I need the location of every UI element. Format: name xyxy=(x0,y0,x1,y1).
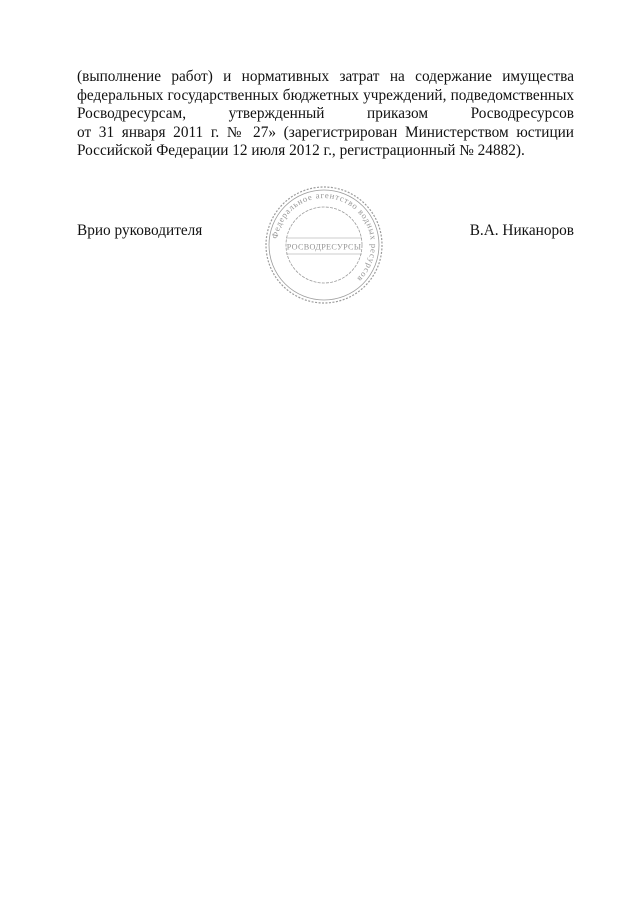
paragraph-line: федеральных государственных бюджетных учреждений, подведомственных xyxy=(77,86,574,104)
paragraph-line: (выполнение работ) и нормативных затрат на содержание имущества xyxy=(77,68,574,85)
paragraph-line: от 31 января 2011 г. № 27» (зарегистрирован Министерством юстиции xyxy=(77,123,574,141)
signatory-name: В.А. Никаноров xyxy=(469,222,574,239)
document-paragraph xyxy=(77,68,574,161)
seal-ring-text: Федеральное агентство водных ресурсов xyxy=(269,189,380,285)
seal-center-text: РОСВОДРЕСУРСЫ xyxy=(286,242,362,252)
paragraph-line: Росводресурсам, утвержденный приказом Росводресурсов xyxy=(77,105,574,123)
signatory-title: Врио руководителя xyxy=(77,222,203,239)
paragraph-line: Российской Федерации 12 июля 2012 г., регистрационный № 24882). xyxy=(77,142,525,160)
official-seal xyxy=(263,184,385,306)
